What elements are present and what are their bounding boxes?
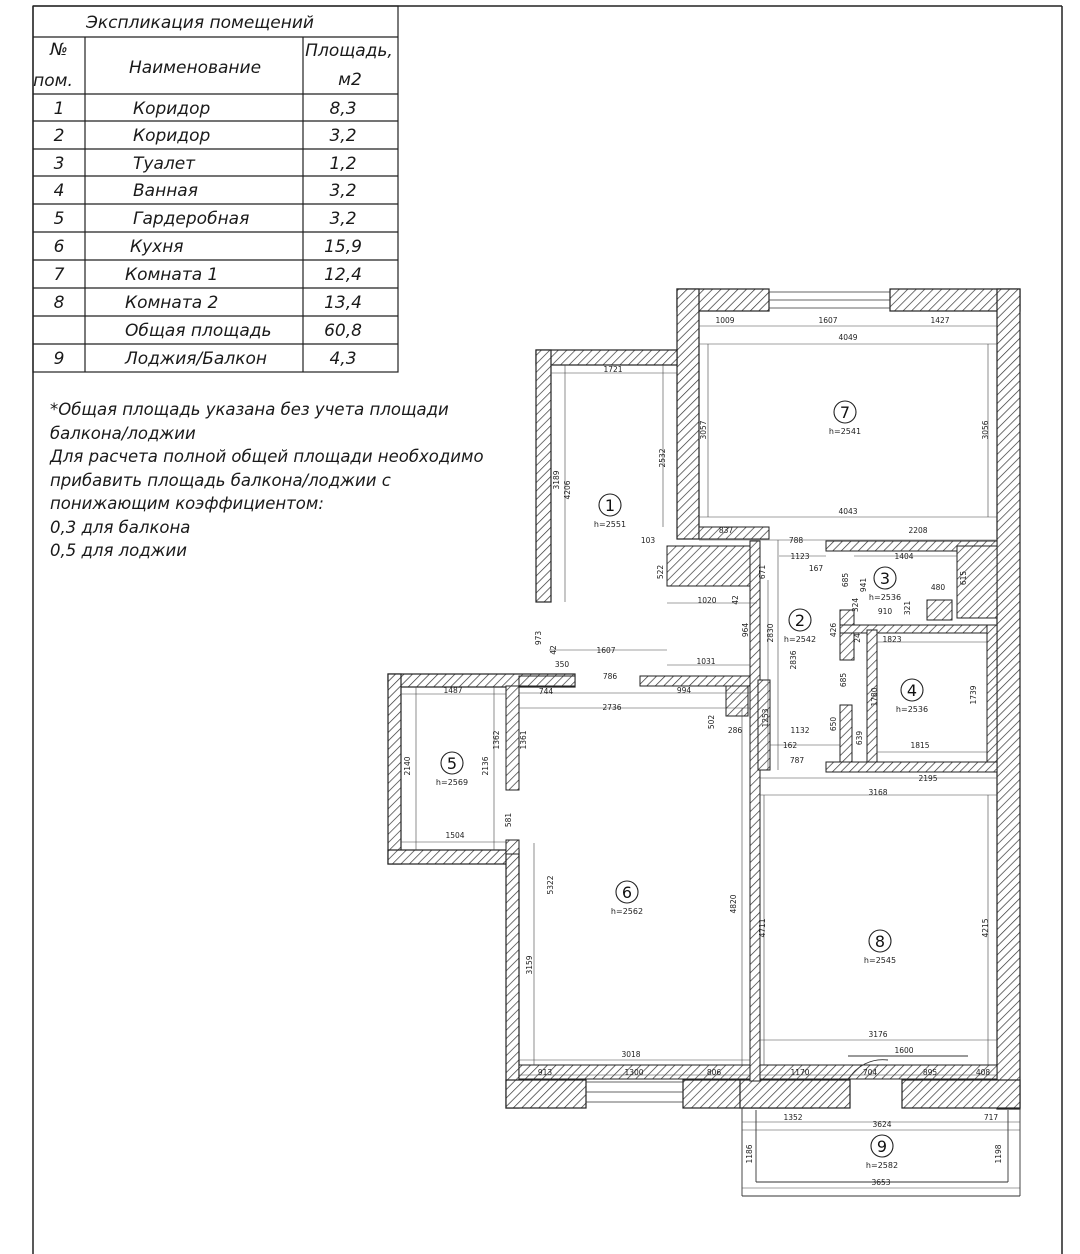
dimension-label: 685 xyxy=(839,672,848,688)
dimension-label: 321 xyxy=(903,600,912,616)
row-number: 9 xyxy=(53,349,65,369)
dimension-label: 3168 xyxy=(868,788,888,797)
dimension-label: 1427 xyxy=(930,316,950,325)
dimension-label: 2830 xyxy=(766,623,775,643)
col-num-header-2: пом. xyxy=(33,71,73,91)
dimension-label: 1362 xyxy=(492,730,501,750)
dimension-label: 1404 xyxy=(894,552,914,561)
dimension-label: 4820 xyxy=(729,894,738,914)
room-marker-5 xyxy=(436,752,468,787)
dimension-label: 1132 xyxy=(790,726,810,735)
dimension-label: 3057 xyxy=(699,420,708,440)
row-area: 60,8 xyxy=(324,321,362,341)
row-number: 2 xyxy=(53,126,65,146)
col-area-header-2: м2 xyxy=(338,70,362,90)
dimension-label: 4043 xyxy=(838,507,858,516)
table-row xyxy=(54,99,357,119)
dimension-label: 103 xyxy=(640,536,656,545)
row-number: 7 xyxy=(53,265,65,285)
dimension-label: 806 xyxy=(706,1068,722,1077)
dimension-label: 671 xyxy=(758,564,767,580)
dimension-label: 3176 xyxy=(868,1030,888,1039)
dimension-label: 1487 xyxy=(443,686,463,695)
room-number: 7 xyxy=(839,403,851,422)
dimension-label: 2136 xyxy=(481,756,490,776)
dimension-label: 42 xyxy=(731,595,740,605)
dimension-label: 5322 xyxy=(546,875,555,895)
room-height: h=2551 xyxy=(593,520,627,529)
row-area: 1,2 xyxy=(329,154,357,174)
dimension-label: 4711 xyxy=(758,918,767,938)
dimension-label: 650 xyxy=(829,716,838,732)
row-name: Туалет xyxy=(133,154,196,174)
room-marker-1 xyxy=(594,494,626,529)
dimension-label: 4049 xyxy=(838,333,858,342)
dimension-label: 522 xyxy=(656,564,665,580)
dimension-label: 964 xyxy=(741,622,750,638)
dimension-label: 1823 xyxy=(882,635,902,644)
dimension-label: 3056 xyxy=(981,420,990,440)
room-number: 1 xyxy=(604,496,616,515)
row-name: Коридор xyxy=(133,99,211,119)
dimension-label: 1170 xyxy=(790,1068,810,1077)
dimension-label: 1600 xyxy=(894,1046,914,1055)
table-row xyxy=(54,181,357,201)
dimension-label: 502 xyxy=(707,714,716,730)
dimension-label: 1186 xyxy=(745,1144,754,1164)
dimension-label: 350 xyxy=(554,660,570,669)
dimension-label: 787 xyxy=(789,756,805,765)
dimension-label: 786 xyxy=(602,672,618,681)
dimension-label: 1123 xyxy=(790,552,810,561)
dimension-label: 24 xyxy=(853,633,862,643)
row-number: 1 xyxy=(53,99,65,119)
room-number: 4 xyxy=(906,681,918,700)
dimension-label: 480 xyxy=(930,583,946,592)
row-area: 4,3 xyxy=(329,349,357,369)
dimension-label: 639 xyxy=(855,730,864,746)
dimension-label: 744 xyxy=(538,687,554,696)
row-area: 15,9 xyxy=(324,237,362,257)
col-name-header: Наименование xyxy=(128,58,262,78)
room-number: 9 xyxy=(876,1137,888,1156)
room-height: h=2536 xyxy=(895,705,929,714)
row-name: Комната 1 xyxy=(125,265,219,285)
dimension-label: 42 xyxy=(549,645,558,655)
table-row xyxy=(54,349,357,369)
room-height: h=2582 xyxy=(865,1161,899,1170)
dimension-label: 167 xyxy=(808,564,824,573)
room-marker-2 xyxy=(784,609,816,644)
dimension-label: 3018 xyxy=(621,1050,641,1059)
room-number: 3 xyxy=(879,569,891,588)
table-row xyxy=(54,126,357,146)
dimension-label: 3189 xyxy=(552,470,561,490)
room-height: h=2562 xyxy=(610,907,644,916)
dimension-label: 162 xyxy=(782,741,798,750)
row-number: 8 xyxy=(53,293,65,313)
dimension-label: 4206 xyxy=(563,480,572,500)
dimension-label: 941 xyxy=(859,577,868,593)
row-number: 3 xyxy=(53,154,65,174)
dimension-label: 910 xyxy=(877,607,893,616)
row-number: 6 xyxy=(53,237,65,257)
note-line: 0,5 для лоджии xyxy=(50,541,187,560)
dimension-label: 973 xyxy=(534,630,543,646)
room-marker-9 xyxy=(866,1135,898,1170)
dimension-label: 1253 xyxy=(761,708,770,728)
col-area-header: Площадь, xyxy=(305,41,393,61)
row-area: 3,2 xyxy=(329,209,357,229)
dimension-label: 704 xyxy=(862,1068,878,1077)
note-line: 0,3 для балкона xyxy=(50,517,191,537)
dimension-label: 837 xyxy=(718,526,734,535)
row-name: Гардеробная xyxy=(133,209,250,229)
dimension-label: 1607 xyxy=(596,646,616,655)
row-area: 12,4 xyxy=(324,265,362,285)
note-line: *Общая площадь указана без учета площади xyxy=(50,400,449,419)
row-name: Кухня xyxy=(130,237,184,257)
dimension-label: 2140 xyxy=(403,756,412,776)
room-height: h=2542 xyxy=(783,635,817,644)
room-number: 5 xyxy=(446,754,458,773)
dimension-label: 1031 xyxy=(696,657,716,666)
note-line: понижающим коэффициентом: xyxy=(50,494,324,513)
row-number: 4 xyxy=(53,181,65,201)
row-area: 13,4 xyxy=(324,293,362,313)
dimension-label: 286 xyxy=(727,726,743,735)
row-name: Лоджия/Балкон xyxy=(125,349,267,369)
col-num-header: № xyxy=(50,40,68,60)
note-line: Для расчета полной общей площади необходимо xyxy=(50,447,484,466)
dimension-label: 2736 xyxy=(602,703,622,712)
dimension-label: 3653 xyxy=(871,1178,891,1187)
row-name: Комната 2 xyxy=(125,293,219,313)
room-height: h=2545 xyxy=(863,956,897,965)
room-marker-7 xyxy=(829,401,861,436)
dimension-label: 1352 xyxy=(783,1113,803,1122)
room-height: h=2541 xyxy=(828,427,862,436)
note-line: балкона/лоджии xyxy=(50,423,196,443)
dimension-label: 895 xyxy=(922,1068,938,1077)
room-number: 8 xyxy=(874,932,886,951)
table-row xyxy=(54,209,357,229)
row-area: 8,3 xyxy=(329,99,357,119)
dimension-label: 615 xyxy=(959,570,968,586)
dimension-label: 324 xyxy=(851,597,860,613)
room-height: h=2536 xyxy=(868,593,902,602)
row-number: 5 xyxy=(53,209,65,229)
dimension-label: 994 xyxy=(676,686,692,695)
area-note xyxy=(50,398,520,563)
row-area: 3,2 xyxy=(329,181,357,201)
row-name: Ванная xyxy=(133,181,198,201)
table-row xyxy=(54,154,357,174)
dimension-label: 1504 xyxy=(445,831,465,840)
dimension-label: 426 xyxy=(829,622,838,638)
dimension-label: 2195 xyxy=(918,774,938,783)
row-area: 3,2 xyxy=(329,126,357,146)
row-name: Коридор xyxy=(133,126,211,146)
room-height: h=2569 xyxy=(435,778,469,787)
dimension-label: 2836 xyxy=(789,650,798,670)
dimension-label: 2532 xyxy=(658,448,667,468)
dimension-label: 1198 xyxy=(994,1144,1003,1164)
dimension-label: 1721 xyxy=(603,365,623,374)
dimension-label: 717 xyxy=(983,1113,999,1122)
note-line: прибавить площадь балкона/лоджии с xyxy=(50,470,391,490)
dimension-label: 1020 xyxy=(697,596,717,605)
room-marker-4 xyxy=(896,679,928,714)
dimension-label: 3159 xyxy=(525,955,534,975)
dimension-label: 4215 xyxy=(981,918,990,938)
dimension-label: 685 xyxy=(841,572,850,588)
dimension-label: 581 xyxy=(504,812,513,828)
interior-walls xyxy=(506,527,997,1081)
room-number: 6 xyxy=(621,883,633,902)
dimension-label: 1009 xyxy=(715,316,735,325)
table-title: Экспликация помещений xyxy=(86,13,314,33)
room-marker-3 xyxy=(869,567,901,602)
dimension-label: 1815 xyxy=(910,741,930,750)
dimension-label: 1607 xyxy=(818,316,838,325)
dimension-label: 1739 xyxy=(969,685,978,705)
dimension-label: 3624 xyxy=(872,1120,892,1129)
dimension-label: 788 xyxy=(788,536,804,545)
table-row xyxy=(54,265,362,285)
table-row xyxy=(125,321,362,341)
row-name: Общая площадь xyxy=(125,321,272,341)
dimension-label: 2208 xyxy=(908,526,928,535)
room-marker-6 xyxy=(611,881,643,916)
dimension-label: 913 xyxy=(537,1068,553,1077)
dimension-label: 1361 xyxy=(519,730,528,750)
dimension-label: 1780 xyxy=(870,687,879,707)
table-row xyxy=(54,237,362,257)
dimension-label: 1300 xyxy=(624,1068,644,1077)
table-row xyxy=(54,293,362,313)
dimension-label: 408 xyxy=(975,1068,991,1077)
room-number: 2 xyxy=(794,611,806,630)
room-marker-8 xyxy=(864,930,896,965)
